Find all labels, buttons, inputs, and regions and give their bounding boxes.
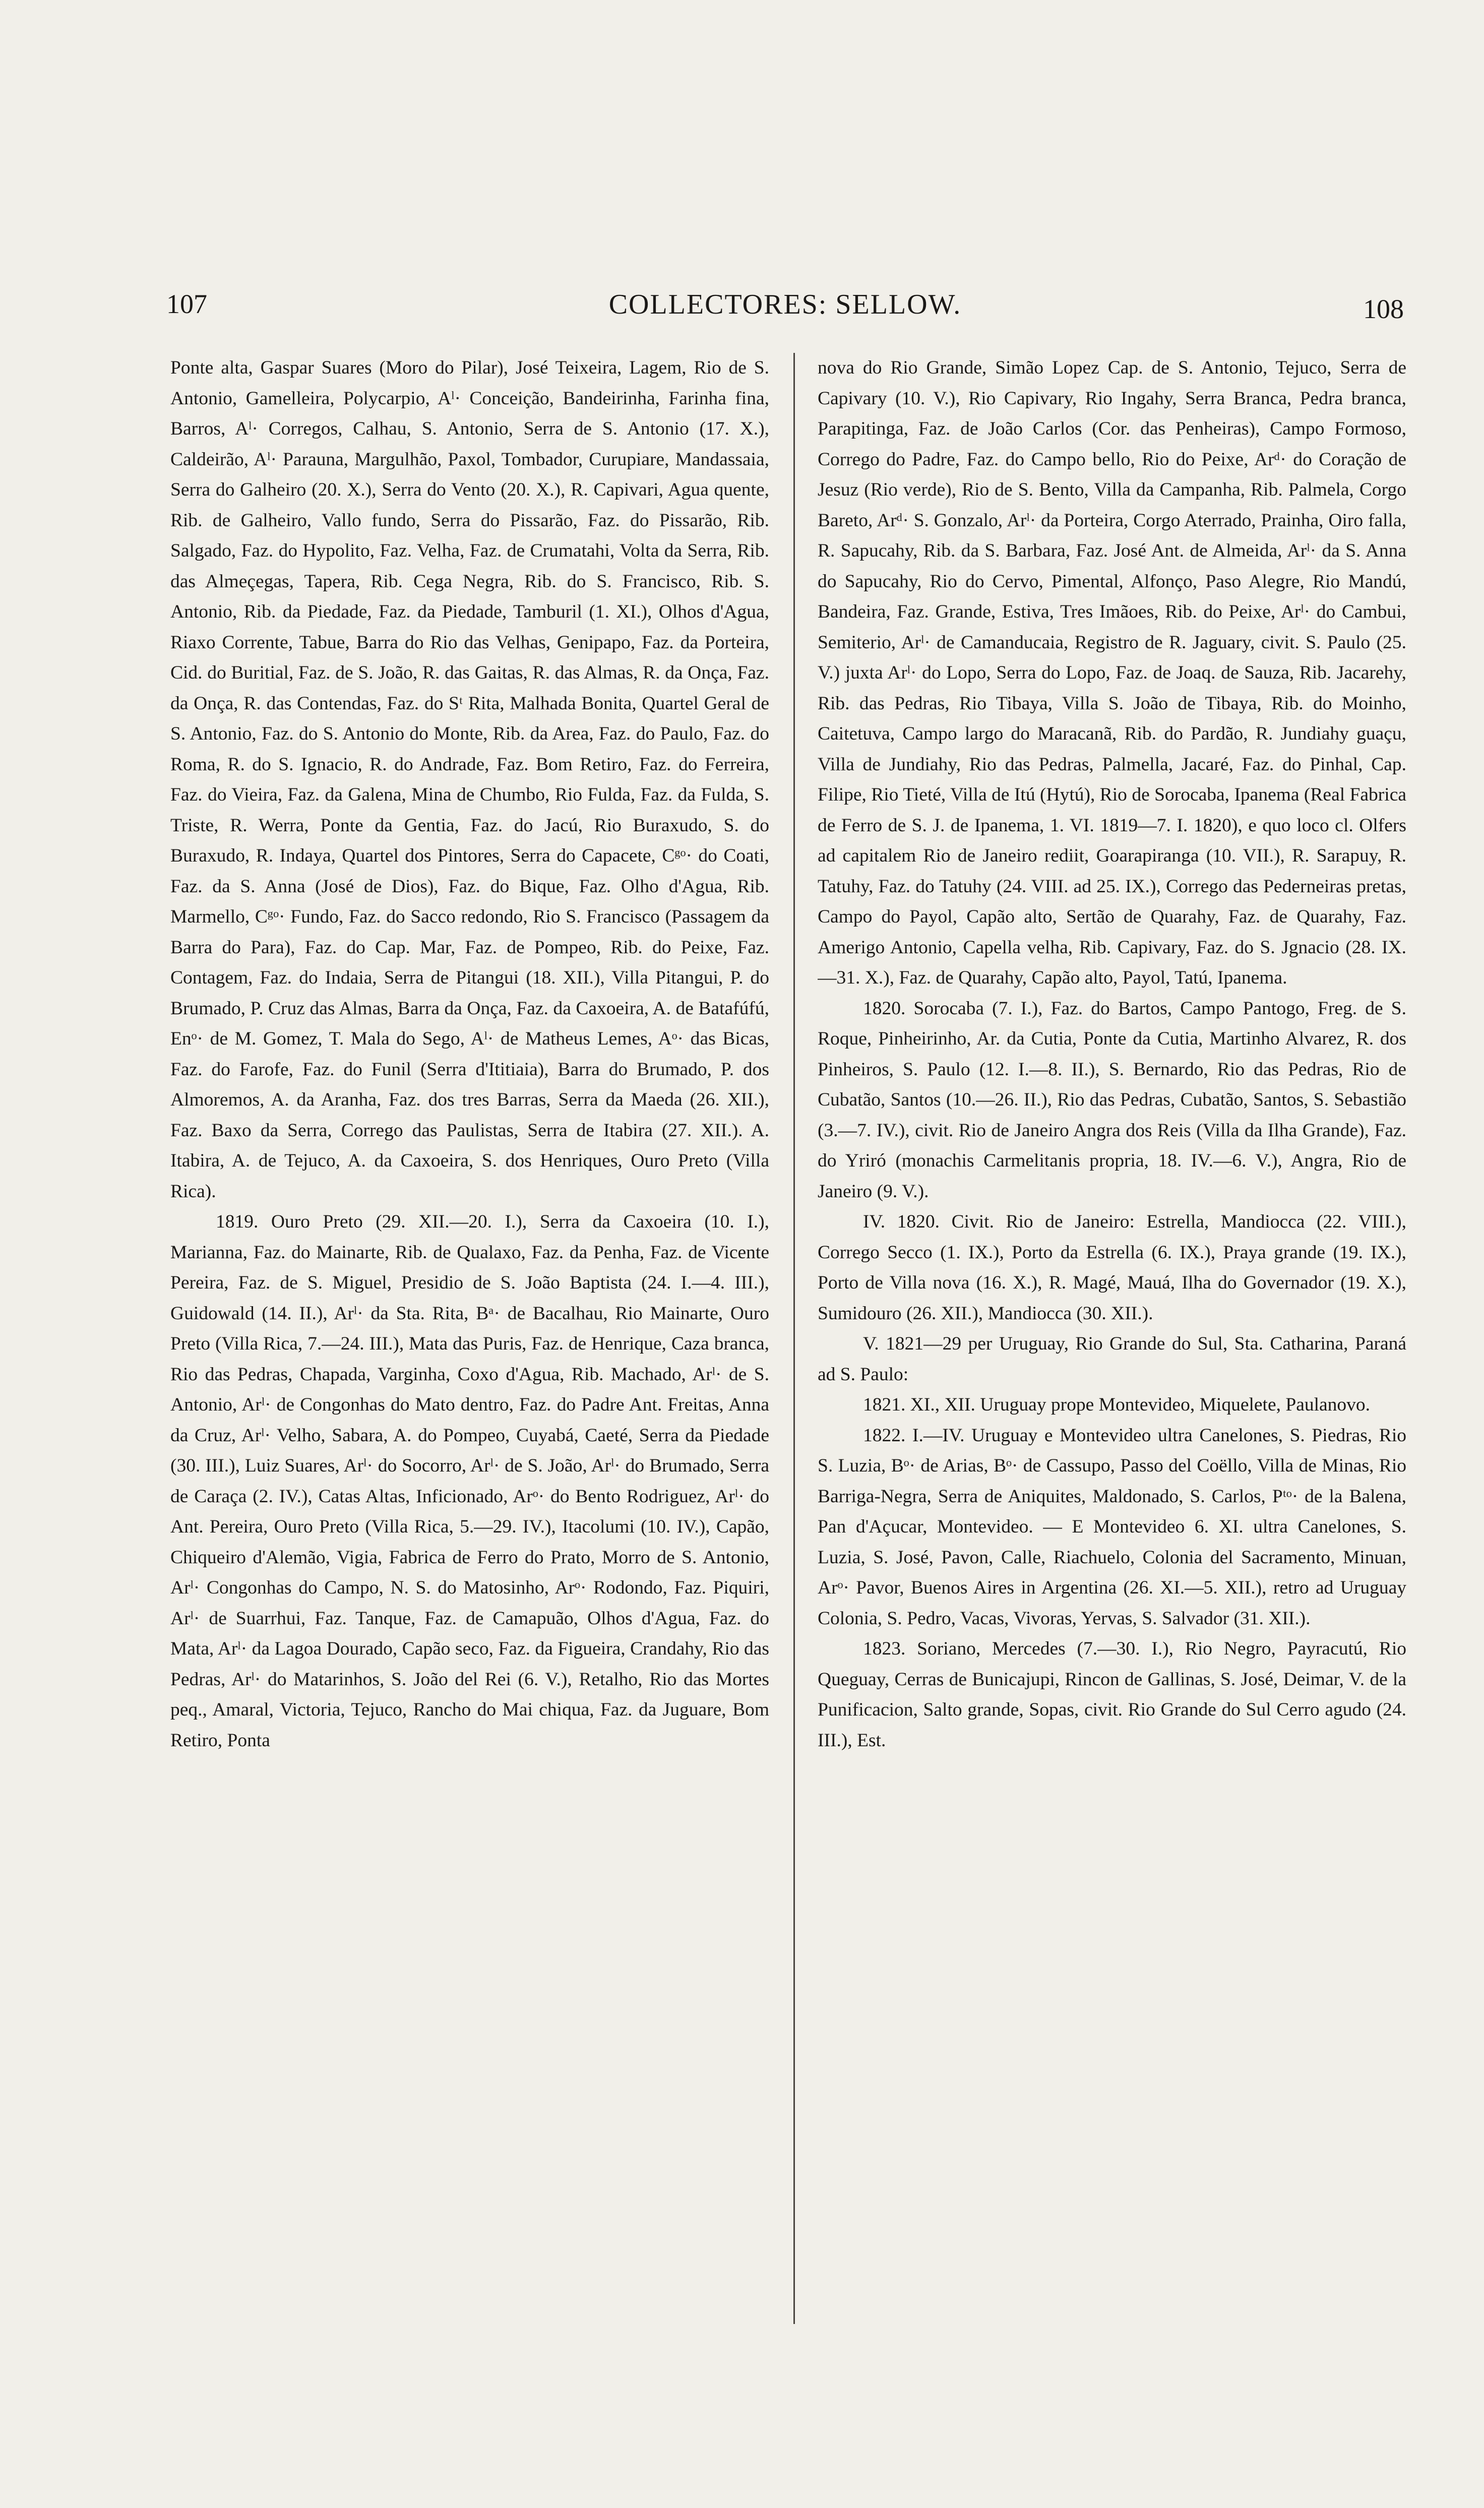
right-column [818,353,1406,2395]
paragraph-continued-right: nova do Rio Grande, Simão Lopez Cap. de S. Antonio, Tejuco, Serra de Capivary (10. V.), Rio Capivary, Rio Ingahy, Serra Branca, Pedra branca, Parapitinga, Faz. de João Carlos (Cor. das Penheiras), Campo Formoso, Corrego do Padre, Faz. do Campo bello, Rio do Peixe, Arᵈ· do Coração de Jesuz (Rio verde), Rio de S. Bento, Villa da Campanha, Rib. Palmela, Corgo Bareto, Arᵈ· S. Gonzalo, Arˡ· da Porteira, Corgo Aterrado, Prainha, Oiro falla, R. Sapucahy, Rib. da S. Barbara, Faz. José Ant. de Almeida, Arˡ· da S. Anna do Sapucahy, Rio do Cervo, Pimental, Alfonço, Paso Alegre, Rio Mandú, Bandeira, Faz. Grande, Estiva, Tres Imãoes, Rib. do Peixe, Arˡ· do Cambui, Semiterio, Arˡ· de Camanducaia, Registro de R. Jaguary, civit. S. Paulo (25. V.) juxta Arˡ· do Lopo, Serra do Lopo, Faz. de Joaq. de Sauza, Rib. Jacarehy, Rib. das Pedras, Rio Tibaya, Villa S. João de Tibaya, Rib. do Moinho, Caitetuva, Campo largo do Maracanã, Rib. do Pardão, R. Jundiahy guaçu, Villa de Jundiahy, Rio das Pedras, Palmella, Jacaré, Faz. do Pinhal, Cap. Filipe, Rio Tieté, Villa de Itú (Hytú), Rio de Sorocaba, Ipanema (Real Fabrica de Ferro de S. J. de Ipanema, 1. VI. 1819—7. I. 1820), e quo loco cl. Olfers ad capitalem Rio de Janeiro rediit, Goarapiranga (10. VII.), R. Sarapuy, R. Tatuhy, Faz. do Tatuhy (24. VIII. ad 25. IX.), Corrego das Pederneiras pretas, Campo do Payol, Capão alto, Sertão de Quarahy, Faz. de Quarahy, Faz. Amerigo Antonio, Capella velha, Rib. Capivary, Faz. do S. Jgnacio (28. IX.—31. X.), Faz. de Quarahy, Capão alto, Payol, Tatú, Ipanema. [818,357,1406,988]
left-column [170,353,769,2395]
paragraph-continued: Ponte alta, Gaspar Suares (Moro do Pilar), José Teixeira, Lagem, Rio de S. Antonio, Gamelleira, Polycarpio, Aˡ· Conceição, Bandeirinha, Farinha fina, Barros, Aˡ· Corregos, Calhau, S. Antonio, Serra de S. Antonio (17. X.), Caldeirão, Aˡ· Parauna, Margulhão, Paxol, Tombador, Curupiare, Mandassaia, Serra do Galheiro (20. X.), Serra do Vento (20. X.), R. Capivari, Agua quente, Rib. de Galheiro, Vallo fundo, Serra do Pissarão, Faz. do Pissarão, Rib. Salgado, Faz. do Hypolito, Faz. Velha, Faz. de Crumatahi, Volta da Serra, Rib. das Almeçegas, Tapera, Rib. Cega Negra, Rib. do S. Francisco, Rib. S. Antonio, Rib. da Piedade, Faz. da Piedade, Tamburil (1. XI.), Olhos d'Agua, Riaxo Corrente, Tabue, Barra do Rio das Velhas, Genipapo, Faz. da Porteira, Cid. do Buritial, Faz. de S. João, R. das Gaitas, R. das Almas, R. da Onça, Faz. da Onça, R. das Contendas, Faz. do Sᵗ Rita, Malhada Bonita, Quartel Geral de S. Antonio, Faz. do S. Antonio do Monte, Rib. da Area, Faz. do Paulo, Faz. do Roma, R. do S. Ignacio, R. do Andrade, Faz. Bom Retiro, Faz. do Ferreira, Faz. do Vieira, Faz. da Galena, Mina de Chumbo, Rio Fulda, Faz. da Fulda, S. Triste, R. Werra, Ponte da Gentia, Faz. do Jacú, Rio Buraxudo, S. do Buraxudo, R. Indaya, Quartel dos Pintores, Serra do Capacete, Cᵍᵒ· do Coati, Faz. da S. Anna (José de Dios), Faz. do Bique, Faz. Olho d'Agua, Rib. Marmello, Cᵍᵒ· Fundo, Faz. do Sacco redondo, Rio S. Francisco (Passagem da Barra do Para), Faz. do Cap. Mar, Faz. de Pompeo, Rib. do Peixe, Faz. Contagem, Faz. do Indaia, Serra de Pitangui (18. XII.), Villa Pitangui, P. do Brumado, P. Cruz das Almas, Barra da Onça, Faz. da Caxoeira, A. de Batafúfú, Enᵒ· de M. Gomez, T. Mala do Sego, Aˡ· de Matheus Lemes, Aᵒ· das Bicas, Faz. do Farofe, Faz. do Funil (Serra d'Ititiaia), Barra do Brumado, P. dos Almoremos, A. da Aranha, Faz. dos tres Barras, Serra da Maeda (26. XII.), Faz. Baxo da Serra, Corrego das Paulistas, Serra de Itabira (27. XII.). A. Itabira, A. de Tejuco, A. da Caxoeira, S. dos Henriques, Ouro Preto (Villa Rica). [170,357,769,1202]
column-divider [793,353,795,2324]
paragraph-1822: 1822. I.—IV. Uruguay e Montevideo ultra Canelones, S. Piedras, Rio S. Luzia, Bᵒ· de Arias, Bᵒ· de Cassupo, Passo del Coëllo, Villa de Minas, Rio Barriga-Negra, Serra de Aniquites, Maldonado, S. Carlos, Pᵗᵒ· de la Balena, Pan d'Açucar, Montevideo. — E Montevideo 6. XI. ultra Canelones, S. Luzia, S. José, Pavon, Calle, Riachuelo, Colonia del Sacramento, Minuan, Arᵒ· Pavor, Buenos Aires in Argentina (26. XI.—5. XII.), retro ad Uruguay Colonia, S. Pedro, Vacas, Vivoras, Yervas, S. Salvador (31. XII.). [818,1425,1406,1629]
paragraph-1820: 1820. Sorocaba (7. I.), Faz. do Bartos, Campo Pantogo, Freg. de S. Roque, Pinheirinho, Ar. da Cutia, Ponte da Cutia, Martinho Alvarez, R. dos Pinheiros, S. Paulo (12. I.—8. II.), S. Bernardo, Rio das Pedras, Rio de Cubatão, Santos (10.—26. II.), Rio das Pedras, Cubatão, Santos, S. Sebastião (3.—7. IV.), civit. Rio de Janeiro Angra dos Reis (Villa da Ilha Grande), Faz. do Yriró (monachis Carmelitanis propria, 18. IV.—6. V.), Angra, Rio de Janeiro (9. V.). [818,998,1406,1202]
page-number-right: 108 [1363,294,1404,324]
running-title: COLLECTORES: SELLOW. [608,289,962,320]
paragraph-1823: 1823. Soriano, Mercedes (7.—30. I.), Rio Negro, Payracutú, Rio Queguay, Cerras de Bunicajupi, Rincon de Gallinas, S. José, Deimar, V. de la Punificacion, Salto grande, Sopas, civit. Rio Grande do Sul Cerro agudo (24. III.), Est. [818,1638,1406,1751]
paragraph-1821: 1821. XI., XII. Uruguay prope Montevideo, Miquelete, Paulanovo. [863,1394,1371,1415]
paragraph-v-1821-29: V. 1821—29 per Uruguay, Rio Grande do Sul, Sta. Catharina, Paraná ad S. Paulo: [818,1333,1406,1385]
page-header [166,288,1404,334]
paragraph-1819: 1819. Ouro Preto (29. XII.—20. I.), Serra da Caxoeira (10. I.), Marianna, Faz. do Mainarte, Rib. de Qualaxo, Faz. da Penha, Faz. de Vicente Pereira, Faz. de S. Miguel, Presidio de S. João Baptista (24. I.—4. III.), Guidowald (14. II.), Arˡ· da Sta. Rita, Bᵃ· de Bacalhau, Rio Mainarte, Ouro Preto (Villa Rica, 7.—24. III.), Mata das Puris, Faz. de Henrique, Caza branca, Rio das Pedras, Chapada, Varginha, Coxo d'Agua, Rib. Machado, Arˡ· de S. Antonio, Arˡ· de Congonhas do Mato dentro, Faz. do Padre Ant. Freitas, Anna da Cruz, Arˡ· Velho, Sabara, A. do Pompeo, Cuyabá, Caeté, Serra da Piedade (30. III.), Luiz Suares, Arˡ· do Socorro, Arˡ· de S. João, Arˡ· do Brumado, Serra de Caraça (2. IV.), Catas Altas, Inficionado, Arᵒ· do Bento Rodriguez, Arˡ· do Ant. Pereira, Ouro Preto (Villa Rica, 5.—29. IV.), Itacolumi (10. IV.), Capão, Chiqueiro d'Alemão, Vigia, Fabrica de Ferro do Prato, Morro de S. Antonio, Arˡ· Congonhas do Campo, N. S. do Matosinho, Arᵒ· Rodondo, Faz. Piquiri, Arˡ· de Suarrhui, Faz. Tanque, Faz. de Camapuão, Olhos d'Agua, Faz. do Mata, Arˡ· da Lagoa Dourado, Capão seco, Faz. da Figueira, Crandahy, Rio das Pedras, Arˡ· do Matarinhos, S. João del Rei (6. V.), Retalho, Rio das Mortes peq., Amaral, Victoria, Tejuco, Rancho do Mai chiqua, Faz. da Juguare, Bom Retiro, Ponta [170,1211,769,1751]
page-number-left: 107 [166,289,207,319]
paragraph-iv-1820: IV. 1820. Civit. Rio de Janeiro: Estrella, Mandiocca (22. VIII.), Corrego Secco (1. IX.), Porto da Estrella (6. IX.), Praya grande (19. IX.), Porto de Villa nova (16. X.), R. Magé, Mauá, Ilha do Governador (19. X.), Sumidouro (26. XII.), Mandiocca (30. XII.). [818,1211,1406,1324]
